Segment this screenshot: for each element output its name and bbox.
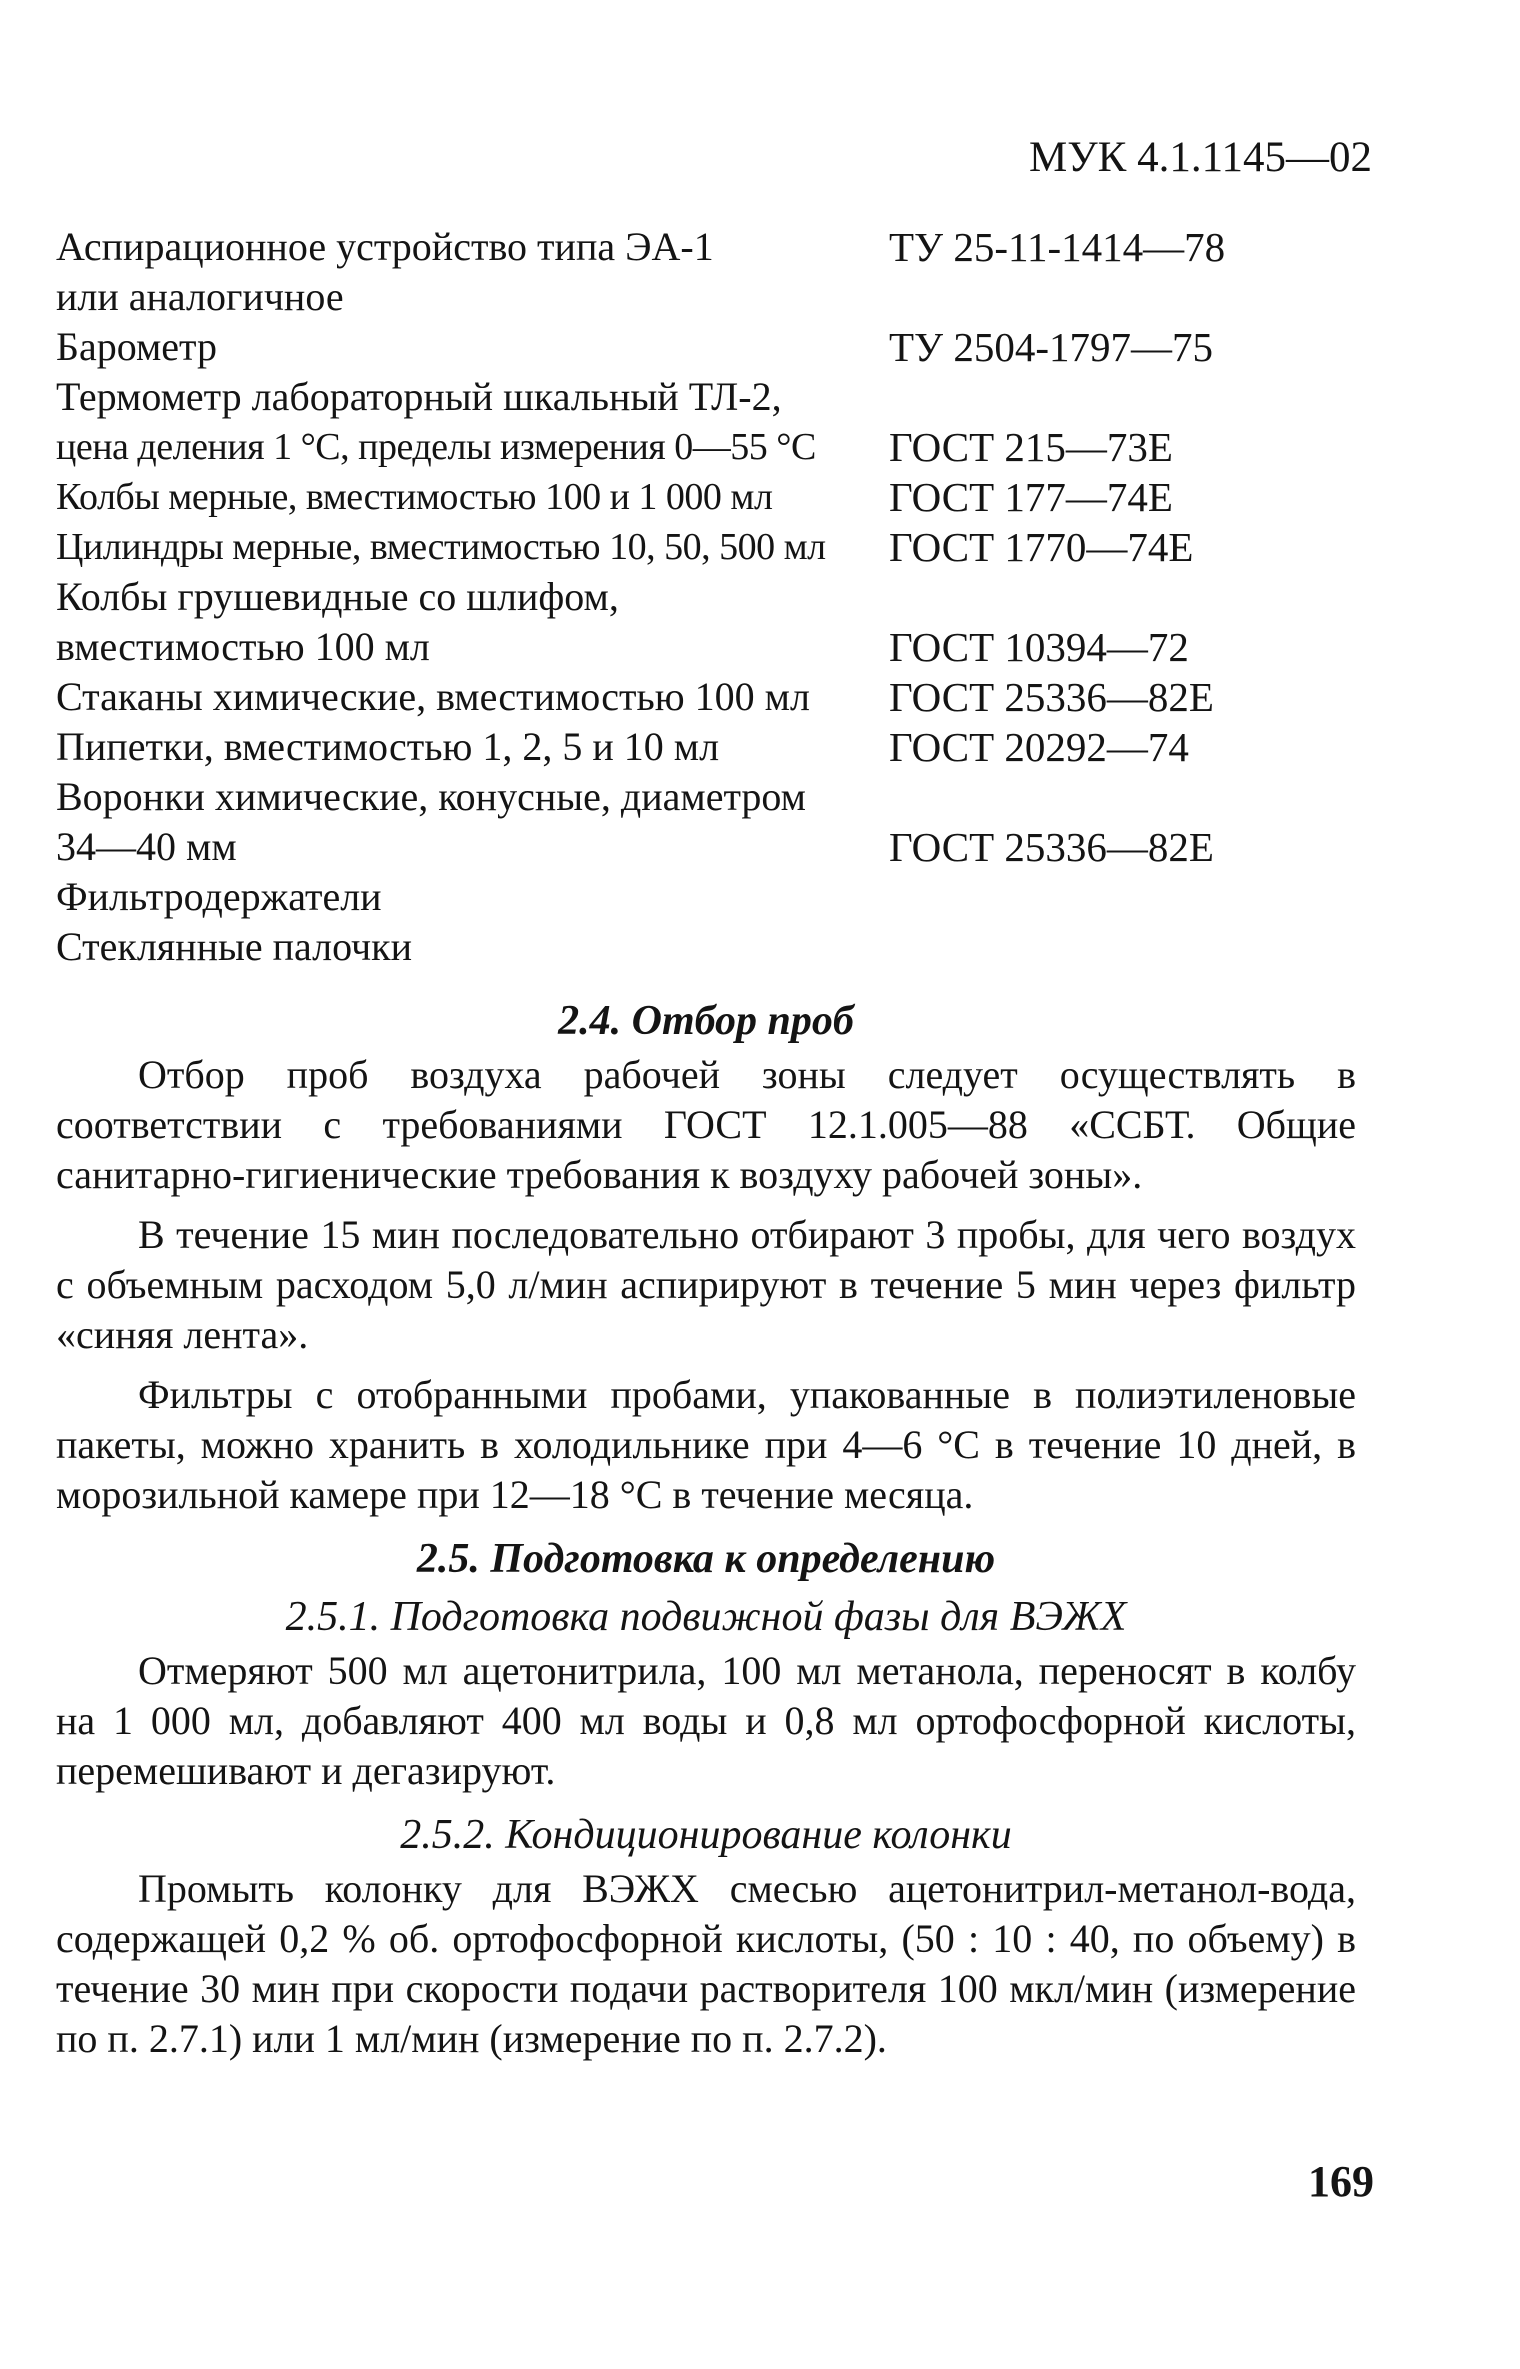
equipment-name: Цилиндры мерные, вместимостью 10, 50, 500 мл — [56, 526, 826, 568]
equipment-name: или аналогичное — [56, 274, 344, 319]
paragraph: Отмеряют 500 мл ацетонитрила, 100 мл метанола, переносят в колбу на 1 000 мл, добавляют 400 мл воды и 0,8 мл ортофосфорной кислоты, перемешивают и дегазируют. — [56, 1648, 1356, 1793]
equipment-standard: ГОСТ 20292—74 — [889, 724, 1189, 770]
equipment-name: Колбы грушевидные со шлифом, — [56, 574, 619, 619]
equipment-standard: ГОСТ 25336—82Е — [889, 674, 1214, 720]
equipment-standard: ТУ 2504-1797—75 — [889, 324, 1213, 370]
equipment-row — [56, 222, 1396, 272]
equipment-row — [56, 772, 1396, 822]
equipment-name: Пипетки, вместимостью 1, 2, 5 и 10 мл — [56, 724, 720, 769]
equipment-name: Воронки химические, конусные, диаметром — [56, 774, 806, 819]
equipment-name: вместимостью 100 мл — [56, 624, 430, 669]
equipment-name: Колбы мерные, вместимостью 100 и 1 000 мл — [56, 476, 773, 518]
equipment-row — [56, 472, 1396, 522]
equipment-row — [56, 922, 1396, 972]
equipment-row — [56, 322, 1396, 372]
paragraph: Фильтры с отобранными пробами, упакованные в полиэтиленовые пакеты, можно хранить в холодильнике при 4—6 °С в течение 10 дней, в морозильной камере при 12—18 °С в течение месяца. — [56, 1372, 1356, 1517]
equipment-row — [56, 622, 1396, 672]
equipment-standard: ГОСТ 1770—74Е — [889, 524, 1194, 570]
equipment-name: цена деления 1 °С, пределы измерения 0—55 °С — [56, 426, 816, 468]
equipment-row — [56, 372, 1396, 422]
equipment-row — [56, 522, 1396, 572]
equipment-name: 34—40 мм — [56, 824, 237, 869]
equipment-row — [56, 822, 1396, 872]
section-heading-2-5: 2.5. Подготовка к определению — [416, 1536, 996, 1582]
equipment-list — [56, 222, 1396, 972]
equipment-name: Стеклянные палочки — [56, 924, 413, 969]
equipment-standard: ТУ 25-11-1414—78 — [889, 224, 1226, 270]
equipment-name: Аспирационное устройство типа ЭА-1 — [56, 224, 714, 269]
equipment-row — [56, 572, 1396, 622]
equipment-standard: ГОСТ 177—74Е — [889, 474, 1173, 520]
equipment-name: Фильтродержатели — [56, 874, 382, 919]
equipment-standard: ГОСТ 25336—82Е — [889, 824, 1214, 870]
page-number: 169 — [1308, 2157, 1374, 2206]
equipment-row — [56, 872, 1396, 922]
paragraph: В течение 15 мин последовательно отбирают 3 пробы, для чего воздух с объемным расходом 5,0 л/мин аспирируют в течение 5 мин через фильтр «синяя лента». — [56, 1212, 1356, 1357]
equipment-standard: ГОСТ 10394—72 — [889, 624, 1189, 670]
equipment-name: Барометр — [56, 324, 217, 369]
equipment-name: Стаканы химические, вместимостью 100 мл — [56, 674, 810, 719]
subsection-heading-2-5-2: 2.5.2. Кондиционирование колонки — [400, 1812, 1012, 1858]
equipment-row — [56, 672, 1396, 722]
paragraph: Промыть колонку для ВЭЖХ смесью ацетонитрил-метанол-вода, содержащей 0,2 % об. ортофосфорной кислоты, (50 : 10 : 40, по объему) в течение 30 мин при скорости подачи растворителя 100 мкл/мин (измерение по п. 2.7.1) или 1 мл/мин (измерение по п. 2.7.2). — [56, 1866, 1356, 2061]
paragraph: Отбор проб воздуха рабочей зоны следует осуществлять в соответствии с требованиями ГОСТ 12.1.005—88 «ССБТ. Общие санитарно-гигиенические требования к воздуху рабочей зоны». — [56, 1052, 1356, 1197]
main-text — [56, 992, 1356, 2074]
equipment-standard: ГОСТ 215—73Е — [889, 424, 1173, 470]
equipment-row — [56, 272, 1396, 322]
equipment-name: Термометр лабораторный шкальный ТЛ-2, — [56, 374, 782, 419]
section-heading-2-4: 2.4. Отбор проб — [558, 998, 854, 1044]
equipment-row — [56, 422, 1396, 472]
document-code: МУК 4.1.1145—02 — [1028, 134, 1372, 181]
subsection-heading-2-5-1: 2.5.1. Подготовка подвижной фазы для ВЭЖХ — [285, 1594, 1127, 1640]
equipment-row — [56, 722, 1396, 772]
